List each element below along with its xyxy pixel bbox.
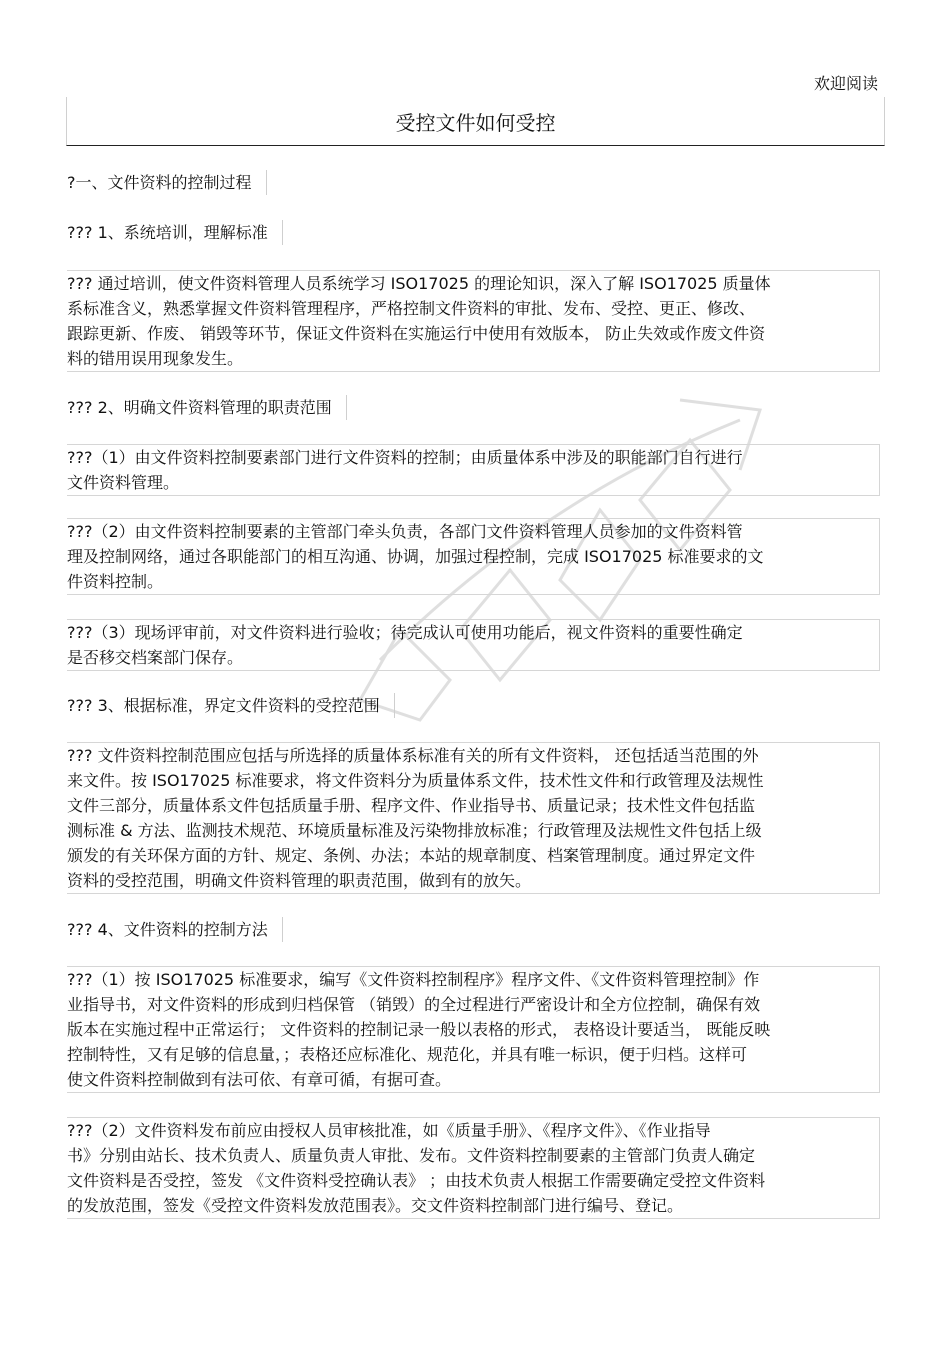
paragraph-line: 测标准 & 方法、监测技术规范、环境质量标准及污染物排放标准；行政管理及法规性文件包括上级 [67, 821, 762, 840]
paragraph-line: ???（1）按 ISO17025 标准要求，编写《文件资料控制程序》程序文件、《文件资料管理控制》作 [67, 970, 760, 989]
paragraph-line: ???（2）文件资料发布前应由授权人员审核批准，如《质量手册》、《程序文件》、《作业指导 [67, 1121, 711, 1140]
page-title: 受控文件如何受控 [395, 111, 556, 135]
paragraph-line: 件资料控制。 [67, 572, 164, 591]
section-heading-1-3: ??? 3、根据标准，界定文件资料的受控范围 [67, 693, 395, 718]
paragraph-line: ??? 文件资料控制范围应包括与所选择的质量体系标准有关的所有文件资料， 还包括适当范围的外 [67, 746, 759, 765]
section-heading-1-2: ??? 2、明确文件资料管理的职责范围 [67, 395, 347, 420]
header-welcome-label: 欢迎阅读 [813, 74, 878, 93]
paragraph-line: 来文件。按 ISO17025 标准要求，将文件资料分为质量体系文件，技术性文件和行政管理及法规性 [67, 771, 764, 790]
paragraph-1 [67, 270, 880, 372]
paragraph-line: 文件资料是否受控，签发 《文件资料受控确认表》 ；由技术负责人根据工作需要确定受控文件资料 [67, 1171, 766, 1190]
paragraph-line: 的发放范围，签发《受控文件资料发放范围表》。交文件资料控制部门进行编号、登记。 [67, 1196, 684, 1215]
paragraph-line: 料的错用误用现象发生。 [67, 349, 244, 368]
paragraph-line: 是否移交档案部门保存。 [67, 648, 244, 667]
paragraph-line: 资料的受控范围，明确文件资料管理的职责范围，做到有的放矢。 [67, 871, 532, 890]
paragraph-2 [67, 444, 880, 496]
title-box [66, 97, 885, 146]
section-heading-1: ?一、文件资料的控制过程 [67, 170, 267, 195]
paragraph-line: 文件资料管理。 [67, 473, 180, 492]
paragraph-line: 使文件资料控制做到有法可依、有章可循，有据可查。 [67, 1070, 452, 1089]
paragraph-7 [67, 1117, 880, 1219]
paragraph-6 [67, 966, 880, 1093]
paragraph-5 [67, 742, 880, 894]
section-heading-1-4: ??? 4、文件资料的控制方法 [67, 917, 283, 942]
paragraph-line: ???（2）由文件资料控制要素的主管部门牵头负责，各部门文件资料管理人员参加的文件资料管 [67, 522, 743, 541]
paragraph-line: ???（3）现场评审前，对文件资料进行验收；待完成认可使用功能后，视文件资料的重要性确定 [67, 623, 743, 642]
paragraph-line: 理及控制网络，通过各职能部门的相互沟通、协调，加强过程控制，完成 ISO17025 标准要求的文 [67, 547, 764, 566]
paragraph-4 [67, 619, 880, 671]
paragraph-line: 系标准含义，熟悉掌握文件资料管理程序，严格控制文件资料的审批、发布、受控、更正、修改、 [67, 299, 756, 318]
paragraph-line: ??? 通过培训，使文件资料管理人员系统学习 ISO17025 的理论知识，深入了解 ISO17025 质量体 [67, 274, 771, 293]
paragraph-line: ???（1）由文件资料控制要素部门进行文件资料的控制；由质量体系中涉及的职能部门自行进行 [67, 448, 743, 467]
paragraph-line: 书》分别由站长、技术负责人、质量负责人审批、发布。文件资料控制要素的主管部门负责人确定 [67, 1146, 756, 1165]
paragraph-line: 版本在实施过程中正常运行； 文件资料的控制记录一般以表格的形式， 表格设计要适当， 既能反映 [67, 1020, 771, 1039]
paragraph-3 [67, 518, 880, 595]
section-heading-1-1: ??? 1、系统培训，理解标准 [67, 220, 283, 245]
paragraph-line: 文件三部分，质量体系文件包括质量手册、程序文件、作业指导书、质量记录；技术性文件包括监 [67, 796, 756, 815]
paragraph-line: 控制特性，又有足够的信息量，；表格还应标准化、规范化，并具有唯一标识，便于归档。这样可 [67, 1045, 748, 1064]
paragraph-line: 跟踪更新、作废、 销毁等环节，保证文件资料在实施运行中使用有效版本， 防止失效或作废文件资 [67, 324, 766, 343]
paragraph-line: 颁发的有关环保方面的方针、规定、条例、办法；本站的规章制度、档案管理制度。通过界定文件 [67, 846, 756, 865]
paragraph-line: 业指导书，对文件资料的形成到归档保管 （销毁）的全过程进行严密设计和全方位控制，确保有效 [67, 995, 761, 1014]
